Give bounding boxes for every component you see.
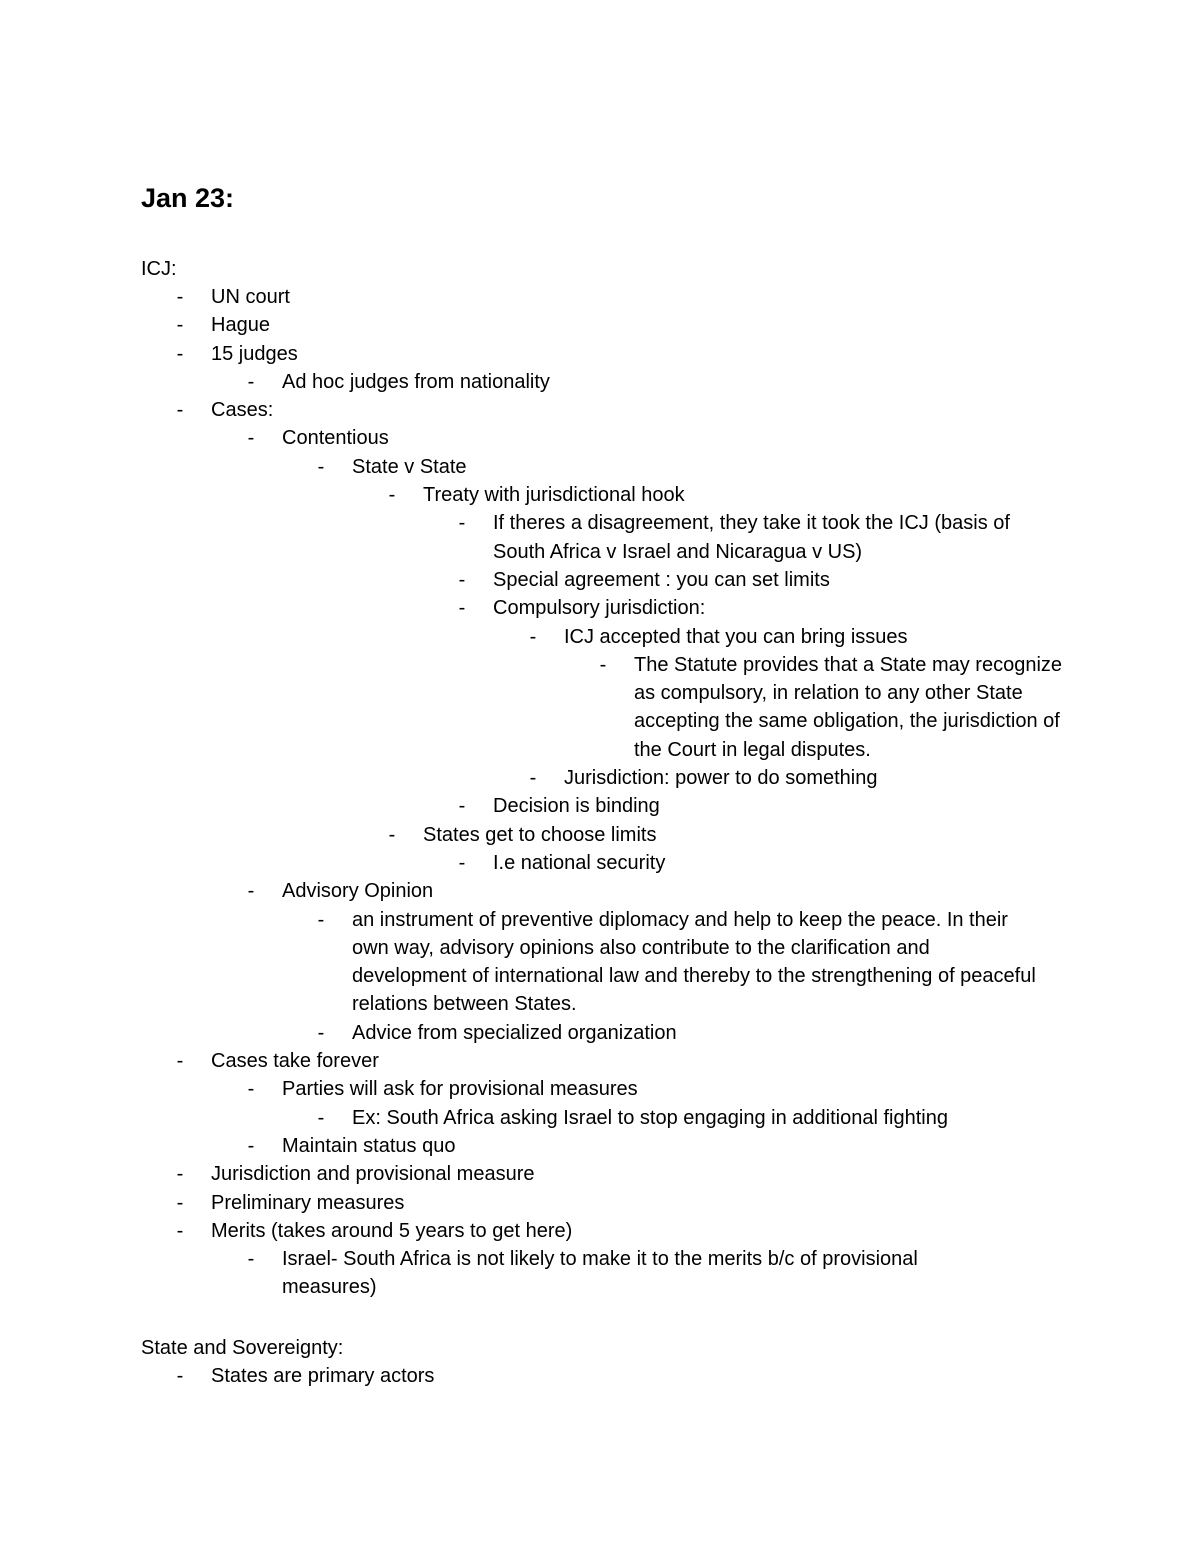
list-item-text: Merits (takes around 5 years to get here)	[211, 1219, 573, 1242]
bullet-dash: -	[247, 1134, 255, 1157]
list-item-text: Jurisdiction and provisional measure	[211, 1163, 535, 1186]
list-item-text: Treaty with jurisdictional hook	[423, 484, 685, 507]
bullet-dash: -	[247, 1078, 255, 1101]
bullet-dash: -	[176, 1050, 184, 1073]
list-item	[0, 1245, 1200, 1302]
bullet-dash: -	[176, 1191, 184, 1214]
list-item-text: Jurisdiction: power to do something	[564, 767, 878, 790]
list-item	[0, 424, 1200, 452]
list-item	[0, 396, 1200, 424]
list-item-text: Advisory Opinion	[282, 880, 434, 903]
list-item-text: States get to choose limits	[423, 823, 657, 846]
list-item	[0, 1075, 1200, 1103]
bullet-dash: -	[176, 342, 184, 365]
bullet-dash: -	[317, 455, 325, 478]
bullet-dash: -	[458, 851, 466, 874]
list-item	[0, 1160, 1200, 1188]
list-item-text: Israel- South Africa is not likely to make it to the merits b/c of provisional measures)	[282, 1248, 918, 1299]
bullet-dash: -	[529, 767, 537, 790]
section-heading-icj: ICJ:	[141, 258, 177, 280]
list-item	[0, 1047, 1200, 1075]
icj-outline	[0, 283, 1200, 1302]
bullet-dash: -	[529, 625, 537, 648]
bullet-dash: -	[176, 1163, 184, 1186]
state-sovereignty-outline	[0, 1362, 1200, 1390]
bullet-dash: -	[176, 1219, 184, 1242]
list-item-text: State v State	[352, 455, 467, 478]
bullet-dash: -	[176, 1365, 184, 1387]
list-item-text: Maintain status quo	[282, 1134, 456, 1157]
list-item-text: Special agreement : you can set limits	[493, 568, 830, 591]
list-item	[0, 792, 1200, 820]
list-item-text: The Statute provides that a State may recognize as compulsory, in relation to any other State accepting the same obligation, the jurisdiction of the Court in legal disputes.	[634, 653, 1063, 761]
list-item	[0, 453, 1200, 481]
list-item	[0, 340, 1200, 368]
bullet-dash: -	[458, 597, 466, 620]
list-item-text: ICJ accepted that you can bring issues	[564, 625, 908, 648]
list-item-text: I.e national security	[493, 851, 666, 874]
list-item-text: Decision is binding	[493, 795, 660, 818]
list-item	[0, 1132, 1200, 1160]
bullet-dash: -	[247, 1248, 255, 1271]
list-item	[0, 1019, 1200, 1047]
list-item	[0, 368, 1200, 396]
bullet-dash: -	[176, 314, 184, 337]
list-item-text: Advice from specialized organization	[352, 1021, 677, 1044]
bullet-dash: -	[388, 484, 396, 507]
page-title: Jan 23:	[141, 183, 235, 213]
list-item	[0, 481, 1200, 509]
bullet-dash: -	[247, 880, 255, 903]
bullet-dash: -	[458, 512, 466, 535]
list-item-text: Preliminary measures	[211, 1191, 405, 1214]
list-item	[0, 651, 1200, 764]
list-item-text: Compulsory jurisdiction:	[493, 597, 706, 620]
list-item-text: UN court	[211, 286, 290, 308]
list-item-text: If theres a disagreement, they take it took the ICJ (basis of South Africa v Israel and Nicaragua v US)	[493, 512, 1010, 563]
bullet-dash: -	[458, 795, 466, 818]
bullet-dash: -	[317, 1106, 325, 1129]
section-heading-state-sovereignty: State and Sovereignty:	[141, 1337, 344, 1359]
bullet-dash: -	[176, 399, 184, 422]
list-item-text: Hague	[211, 314, 270, 337]
list-item	[0, 1362, 1200, 1390]
list-item-text: Cases take forever	[211, 1050, 379, 1073]
list-item	[0, 1104, 1200, 1132]
bullet-dash: -	[176, 286, 184, 308]
bullet-dash: -	[599, 653, 607, 676]
list-item	[0, 311, 1200, 339]
list-item-text: States are primary actors	[211, 1365, 435, 1387]
list-item-text: Ex: South Africa asking Israel to stop engaging in additional fighting	[352, 1106, 948, 1129]
list-item	[0, 877, 1200, 905]
list-item-text: Ad hoc judges from nationality	[282, 370, 550, 393]
list-item-text: 15 judges	[211, 342, 298, 365]
bullet-dash: -	[388, 823, 396, 846]
list-item	[0, 623, 1200, 651]
list-item-text: Contentious	[282, 427, 389, 450]
list-item	[0, 764, 1200, 792]
list-item	[0, 821, 1200, 849]
list-item-text: Cases:	[211, 399, 274, 422]
bullet-dash: -	[458, 568, 466, 591]
bullet-dash: -	[247, 427, 255, 450]
list-item	[0, 906, 1200, 1019]
list-item	[0, 1189, 1200, 1217]
list-item-text: an instrument of preventive diplomacy and help to keep the peace. In their own way, advisory opinions also contribute to the clarification and development of international law and thereby to the strengthening of peaceful relations between States.	[352, 908, 1036, 1016]
list-item-text: Parties will ask for provisional measures	[282, 1078, 638, 1101]
bullet-dash: -	[247, 370, 255, 393]
bullet-dash: -	[317, 908, 325, 931]
bullet-dash: -	[317, 1021, 325, 1044]
list-item	[0, 566, 1200, 594]
list-item	[0, 849, 1200, 877]
list-item	[0, 594, 1200, 622]
list-item	[0, 509, 1200, 566]
list-item	[0, 1217, 1200, 1245]
list-item	[0, 283, 1200, 311]
